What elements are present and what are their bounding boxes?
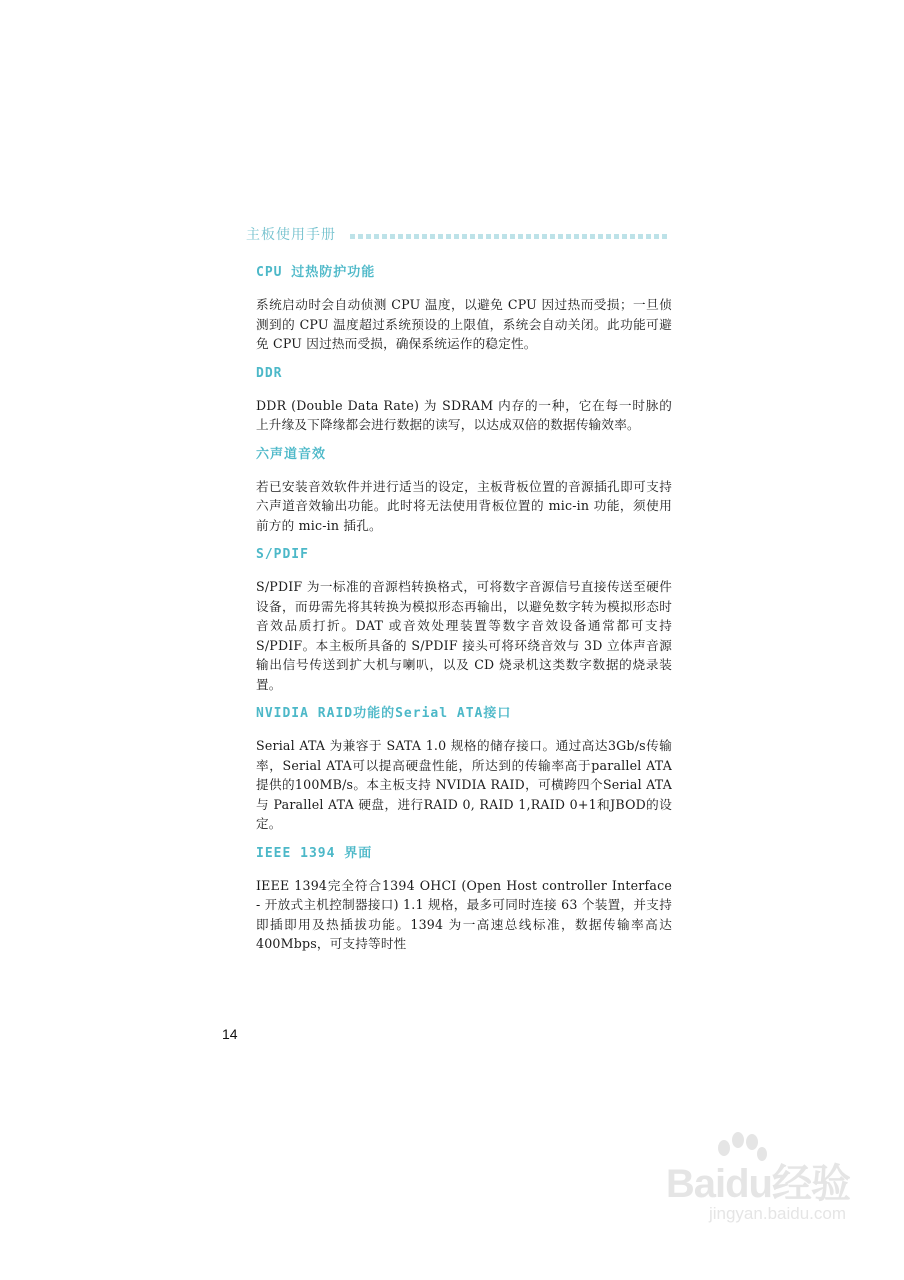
section-body-ddr: DDR (Double Data Rate) 为 SDRAM 内存的一种，它在每一时脉的上升缘及下降缘都会进行数据的读写，以达成双倍的数据传输效率。	[256, 397, 672, 432]
section-title-ieee1394: IEEE 1394 界面	[256, 845, 373, 861]
section-title-ddr: DDR	[256, 365, 283, 381]
header-dotted-rule	[350, 234, 670, 239]
main-content	[256, 262, 672, 963]
section-title-six-channel-audio: 六声道音效	[256, 446, 327, 462]
page-number: 14	[222, 1026, 238, 1042]
section-body-ieee1394: IEEE 1394完全符合1394 OHCI (Open Host controller Interface - 开放式主机控制器接口) 1.1 规格，最多可同时连接 63 个装置，并支持即插即用及热插拔功能。1394 为一高速总线标准，数据传输率高达 400Mbps，可支持等时性	[256, 877, 672, 951]
watermark-url: jingyan.baidu.com	[708, 1204, 846, 1223]
section-body-sata-raid: Serial ATA 为兼容于 SATA 1.0 规格的储存接口。通过高达3Gb/s传输率，Serial ATA可以提高硬盘性能，所达到的传输率高于parallel ATA提供的100MB/s。本主板支持 NVIDIA RAID，可横跨四个Serial ATA 与 Parallel ATA 硬盘，进行RAID 0, RAID 1,RAID 0+1和JBOD的设定。	[256, 738, 672, 831]
section-title-sata-raid: NVIDIA RAID功能的Serial ATA接口	[256, 706, 512, 721]
section-body-six-channel-audio: 若已安装音效软件并进行适当的设定，主板背板位置的音源插孔即可支持六声道音效输出功能。此时将无法使用背板位置的 mic-in 功能，须使用前方的 mic-in 插孔。	[256, 478, 672, 533]
running-header	[246, 224, 670, 244]
header-title: 主板使用手册	[246, 227, 336, 243]
watermark-brand: Baidu经验	[665, 1162, 850, 1206]
section-title-spdif: S/PDIF	[256, 547, 309, 562]
section-body-spdif: S/PDIF 为一标准的音源档转换格式，可将数字音源信号直接传送至硬件设备，而毋需先将其转换为模拟形态再输出，以避免数字转为模拟形态时音效品质打折。DAT 或音效处理装置等数字音效设备通常都可支持 S/PDIF。本主板所具备的 S/PDIF 接头可将环绕音效与 3D 立体声音源输出信号传送到扩大机与喇叭，以及 CD 烧录机这类数字数据的烧录装置。	[256, 579, 672, 692]
section-body-cpu-protection: 系统启动时会自动侦测 CPU 温度，以避免 CPU 因过热而受损；一旦侦测到的 CPU 温度超过系统预设的上限值，系统会自动关闭。此功能可避免 CPU 因过热而受损，确保系统运作的稳定性。	[256, 297, 672, 351]
section-title-cpu-protection: CPU 过热防护功能	[256, 265, 376, 280]
baidu-watermark	[640, 1132, 850, 1232]
